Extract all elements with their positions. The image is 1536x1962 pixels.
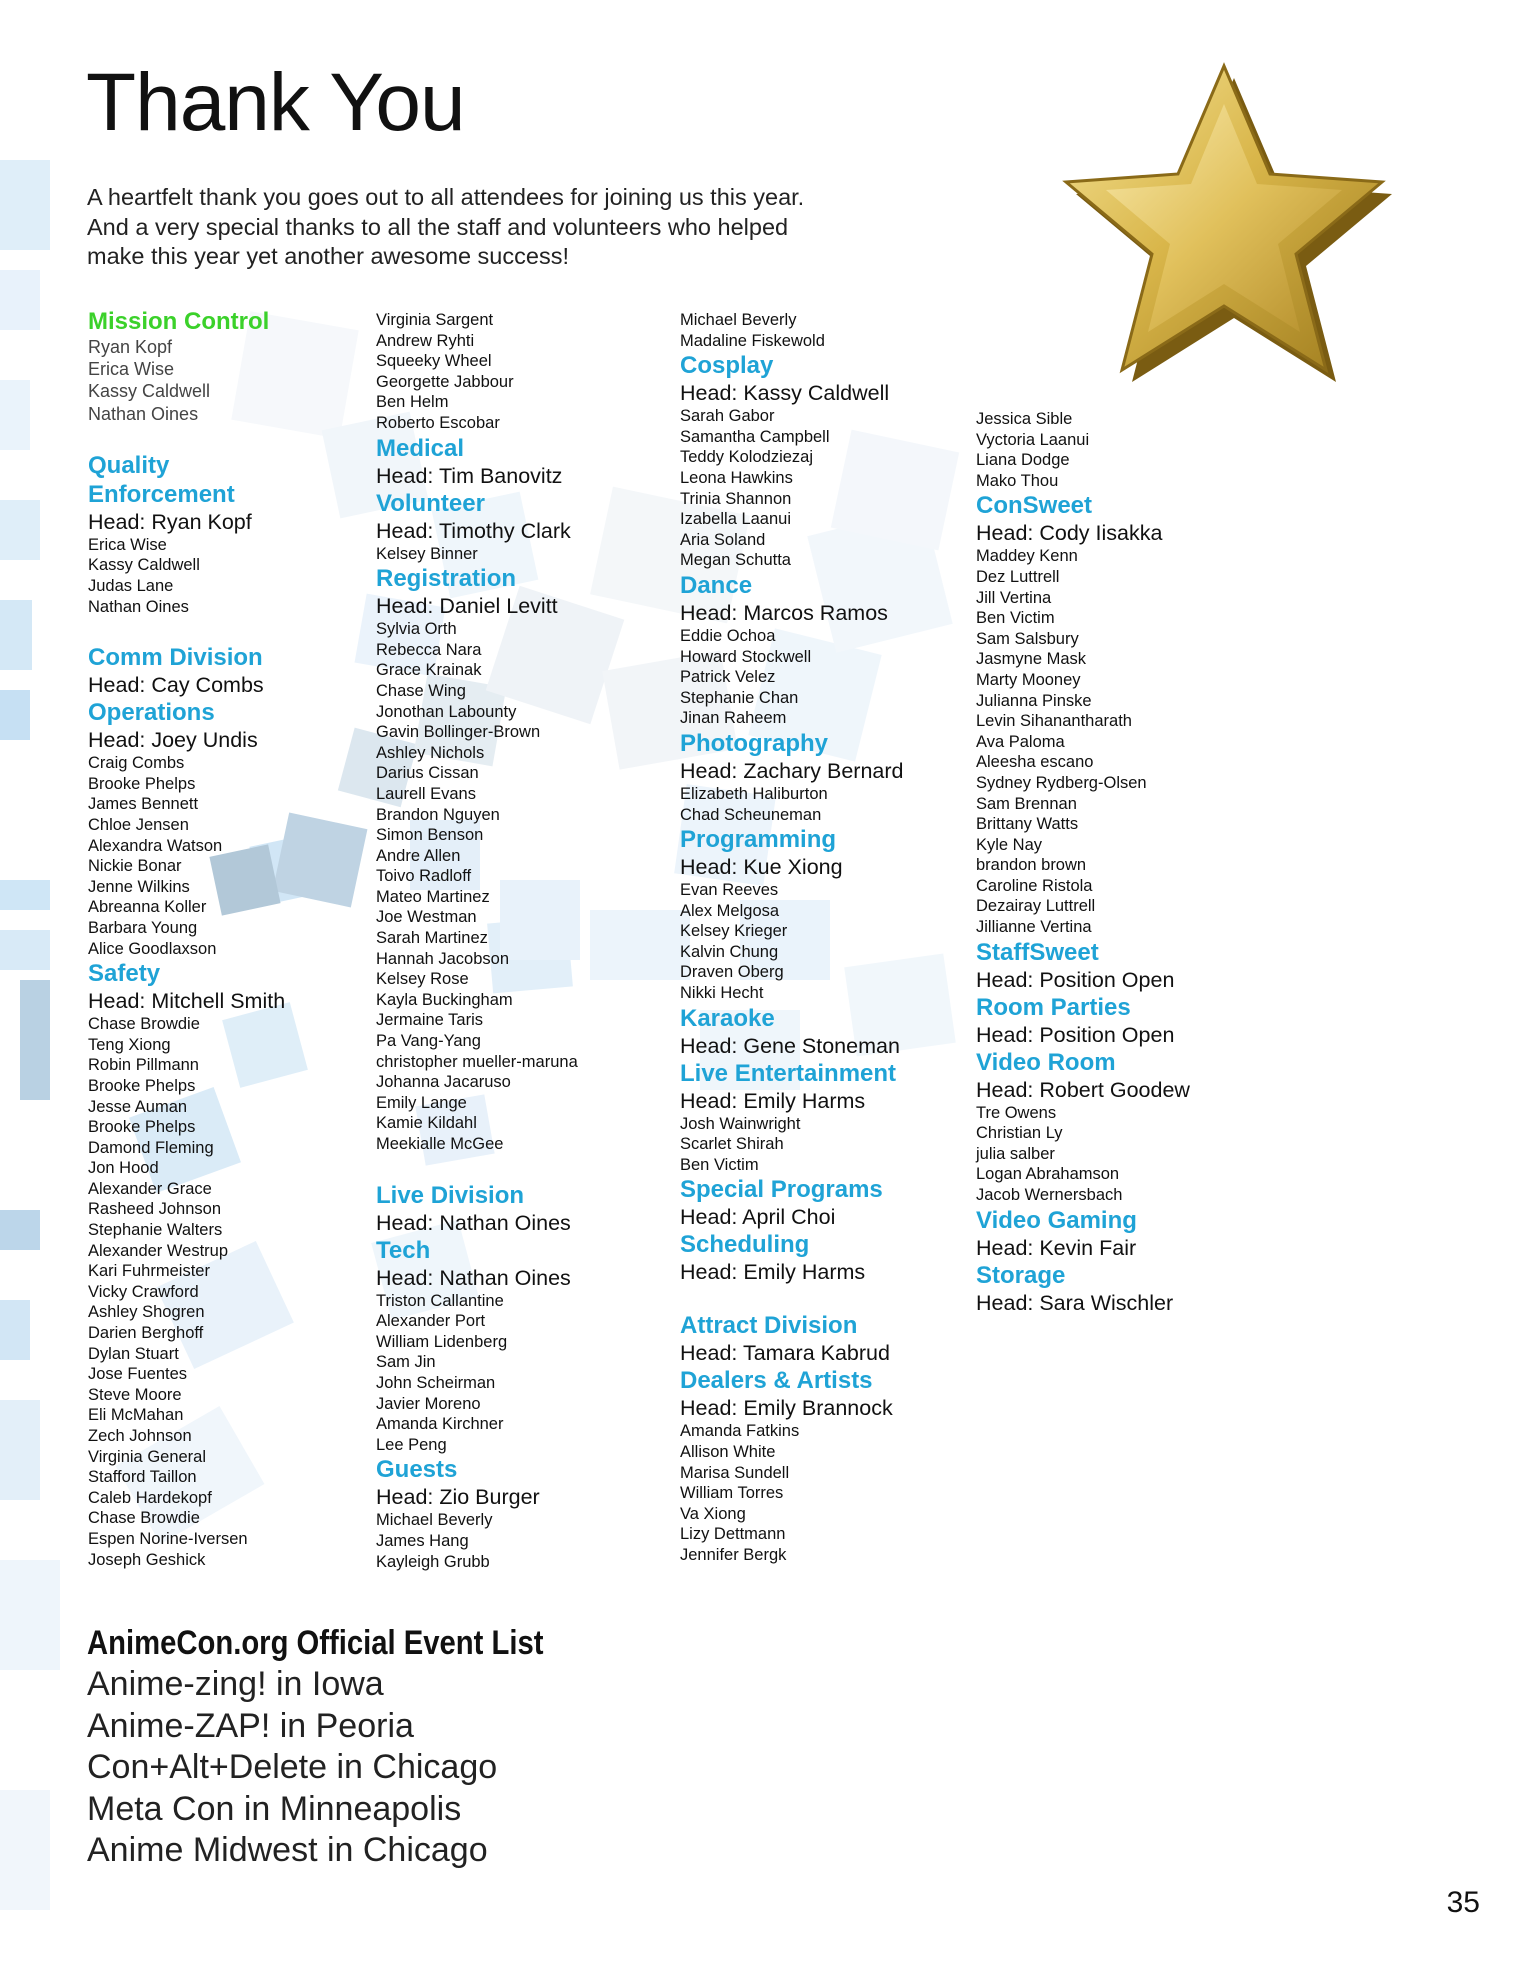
staff-section — [976, 938, 1190, 993]
staff-name: Nathan Oines — [88, 403, 199, 424]
staff-name: Marty Mooney — [976, 670, 1081, 689]
staff-name: Tre Owens — [976, 1103, 1057, 1122]
staff-name: Rasheed Johnson — [88, 1200, 222, 1219]
staff-section — [680, 729, 903, 825]
staff-name: Javier Moreno — [376, 1394, 481, 1413]
gold-star-icon — [1052, 52, 1422, 402]
staff-name: Johanna Jacaruso — [376, 1073, 511, 1092]
staff-name: Jill Vertina — [976, 588, 1052, 607]
staff-name: Levin Sihanantharath — [976, 712, 1132, 731]
staff-name: Chase Browdie — [88, 1015, 200, 1034]
section-head: Head: Cody Iisakka — [976, 521, 1163, 546]
intro-paragraph — [87, 183, 907, 272]
staff-section — [376, 489, 578, 565]
staff-name: christopher mueller-maruna — [376, 1052, 578, 1071]
staff-name: Jonothan Labounty — [376, 702, 517, 721]
section-title: Mission Control — [88, 308, 270, 335]
intro-line: make this year yet another awesome success! — [87, 243, 569, 269]
staff-name: Erica Wise — [88, 535, 167, 554]
event-item: Anime-ZAP! in Peoria — [87, 1706, 414, 1745]
section-head: Head: Gene Stoneman — [680, 1033, 900, 1058]
intro-line: And a very special thanks to all the staff and volunteers who helped — [87, 213, 789, 240]
staff-name: Toivo Radloff — [376, 867, 472, 886]
staff-name: Nickie Bonar — [88, 857, 182, 876]
staff-name: Andrew Ryhti — [376, 331, 475, 350]
section-head: Head: Daniel Levitt — [376, 594, 558, 619]
staff-section — [88, 307, 285, 425]
section-title: Registration — [376, 565, 517, 593]
staff-name: Joe Westman — [376, 908, 477, 927]
staff-name: Howard Stockwell — [680, 647, 812, 666]
staff-name: Jon Hood — [88, 1159, 159, 1178]
section-title: Operations — [88, 699, 215, 727]
staff-name: Robin Pillmann — [88, 1056, 199, 1075]
staff-section — [376, 564, 578, 1154]
section-title: Attract Division — [680, 1312, 858, 1340]
section-title: Live Division — [376, 1181, 525, 1209]
staff-section — [680, 351, 903, 571]
section-head: Head: Zio Burger — [376, 1485, 540, 1510]
staff-name: Sarah Gabor — [680, 407, 775, 426]
staff-name: Evan Reeves — [680, 881, 779, 900]
section-head: Head: Cay Combs — [88, 673, 264, 698]
staff-name: Kyle Nay — [976, 835, 1043, 854]
section-title: Cosplay — [680, 352, 774, 380]
section-spacer — [88, 425, 285, 451]
staff-name: Kassy Caldwell — [88, 381, 211, 402]
staff-name: Dylan Stuart — [88, 1344, 179, 1363]
staff-name: Virginia General — [88, 1447, 207, 1466]
staff-name: Scarlet Shirah — [680, 1135, 784, 1154]
staff-section — [376, 1455, 578, 1572]
staff-name: Jose Fuentes — [88, 1365, 188, 1384]
section-title: Programming — [680, 826, 837, 854]
staff-name: Amanda Fatkins — [680, 1422, 800, 1441]
section-title: Photography — [680, 729, 828, 757]
staff-name: William Lidenberg — [376, 1332, 508, 1351]
staff-name: Amanda Kirchner — [376, 1415, 504, 1434]
staff-column-2 — [376, 310, 578, 1572]
staff-name: Jenne Wilkins — [88, 877, 190, 896]
staff-name: Andre Allen — [376, 846, 461, 865]
section-title: Special Programs — [680, 1176, 883, 1204]
page-title: Thank You — [86, 57, 465, 148]
section-title: Storage — [976, 1261, 1066, 1289]
staff-name: Barbara Young — [88, 918, 198, 937]
section-head: Head: Emily Harms — [680, 1088, 866, 1113]
section-title: Safety — [88, 960, 161, 988]
staff-name: Ashley Shogren — [88, 1303, 205, 1322]
staff-name: Ashley Nichols — [376, 743, 485, 762]
section-title: ConSweet — [976, 492, 1093, 520]
staff-section — [976, 1261, 1190, 1316]
staff-name: Jinan Raheem — [680, 709, 787, 728]
staff-name: Brandon Nguyen — [376, 805, 500, 824]
section-title: Karaoke — [680, 1004, 775, 1032]
section-head: Head: Kassy Caldwell — [680, 381, 890, 406]
staff-name: Ryan Kopf — [88, 337, 173, 357]
staff-name: Erica Wise — [88, 359, 175, 380]
section-title: Dance — [680, 571, 753, 599]
staff-section — [376, 434, 578, 489]
staff-section — [88, 698, 285, 959]
section-head: Head: Kevin Fair — [976, 1235, 1137, 1260]
staff-name: Michael Beverly — [680, 311, 797, 329]
staff-name: Madaline Fiskewold — [680, 331, 825, 350]
staff-section — [680, 310, 903, 351]
staff-name: Alexander Westrup — [88, 1241, 229, 1260]
staff-section — [680, 1366, 903, 1565]
staff-name: Kamie Kildahl — [376, 1114, 477, 1133]
staff-name: Alexander Grace — [88, 1179, 212, 1198]
staff-name: Lizy Dettmann — [680, 1525, 786, 1544]
staff-name: James Hang — [376, 1531, 469, 1550]
section-spacer — [376, 1155, 578, 1181]
event-item: Anime-zing! in Iowa — [87, 1665, 384, 1703]
staff-section — [88, 451, 285, 617]
staff-name: Draven Oberg — [680, 963, 784, 982]
staff-name: Sylvia Orth — [376, 620, 457, 639]
event-item: Con+Alt+Delete in Chicago — [87, 1748, 498, 1786]
section-title: Video Gaming — [976, 1206, 1137, 1234]
staff-name: Brittany Watts — [976, 815, 1079, 834]
staff-name: Teng Xiong — [88, 1035, 171, 1054]
staff-name: Virginia Sargent — [376, 311, 494, 329]
event-item: Meta Con in Minneapolis — [87, 1789, 462, 1828]
section-head: Head: Zachary Bernard — [680, 758, 904, 783]
staff-name: Chloe Jensen — [88, 815, 189, 834]
staff-name: Chase Wing — [376, 681, 466, 700]
staff-name: Christian Ly — [976, 1124, 1063, 1143]
staff-name: Kayleigh Grubb — [376, 1552, 490, 1571]
staff-name: Izabella Laanui — [680, 510, 792, 529]
staff-name: Hannah Jacobson — [376, 949, 510, 968]
staff-name: Caroline Ristola — [976, 876, 1093, 895]
section-head: Head: Emily Harms — [680, 1260, 866, 1285]
intro-line: A heartfelt thank you goes out to all attendees for joining us this year. — [87, 184, 805, 210]
section-head: Head: Position Open — [976, 967, 1175, 992]
staff-section — [376, 310, 578, 434]
staff-name: Sarah Martinez — [376, 929, 488, 948]
section-head: Head: Sara Wischler — [976, 1290, 1174, 1315]
staff-name: Abreanna Koller — [88, 898, 207, 917]
staff-name: Mako Thou — [976, 471, 1059, 490]
staff-name: Darien Berghoff — [88, 1324, 204, 1343]
staff-name: Alexander Port — [376, 1312, 486, 1331]
section-head: Head: Timothy Clark — [376, 518, 571, 543]
staff-section — [976, 491, 1190, 937]
staff-name: Espen Norine-Iversen — [88, 1529, 248, 1548]
section-title: Tech — [376, 1236, 431, 1264]
staff-section — [680, 571, 903, 729]
staff-name: Kelsey Binner — [376, 544, 478, 563]
staff-name: Ben Victim — [680, 1155, 759, 1174]
staff-name: Michael Beverly — [376, 1511, 493, 1530]
staff-name: Jacob Wernersbach — [976, 1186, 1123, 1205]
staff-name: James Bennett — [88, 795, 199, 814]
section-title: Video Room — [976, 1048, 1116, 1076]
staff-name: Samantha Campbell — [680, 427, 830, 446]
staff-section — [976, 1206, 1190, 1261]
staff-name: Alex Melgosa — [680, 901, 780, 920]
section-head: Head: April Choi — [680, 1205, 836, 1230]
section-head: Head: Emily Brannock — [680, 1396, 893, 1421]
staff-section — [376, 1181, 578, 1236]
staff-name: Rebecca Nara — [376, 640, 482, 659]
staff-column-4 — [976, 409, 1190, 1316]
staff-name: Ava Paloma — [976, 732, 1065, 751]
staff-name: Emily Lange — [376, 1093, 467, 1112]
section-title: StaffSweet — [976, 938, 1099, 966]
staff-name: Aria Soland — [680, 530, 766, 549]
staff-name: Vyctoria Laanui — [976, 430, 1090, 449]
staff-name: brandon brown — [976, 856, 1087, 875]
staff-name: Jesse Auman — [88, 1097, 188, 1116]
staff-column-3 — [680, 310, 903, 1566]
staff-section — [976, 1048, 1190, 1206]
staff-name: Alice Goodlaxson — [88, 939, 217, 958]
staff-name: Jessica Sible — [976, 410, 1073, 428]
section-title: Room Parties — [976, 993, 1131, 1021]
staff-name: Eli McMahan — [88, 1406, 184, 1425]
staff-name: Teddy Kolodziezaj — [680, 448, 813, 467]
staff-name: Chase Browdie — [88, 1509, 200, 1528]
staff-name: Zech Johnson — [88, 1427, 192, 1445]
section-head: Head: Marcos Ramos — [680, 600, 888, 625]
staff-name: Pa Vang-Yang — [376, 1032, 481, 1051]
staff-name: Ben Victim — [976, 609, 1055, 628]
staff-name: Jermaine Taris — [376, 1011, 483, 1030]
staff-name: Dez Luttrell — [976, 567, 1060, 586]
section-title: Quality Enforcement — [88, 451, 235, 508]
section-head: Head: Tamara Kabrud — [680, 1341, 890, 1366]
section-head: Head: Ryan Kopf — [88, 509, 252, 534]
staff-name: Triston Callantine — [376, 1291, 504, 1310]
staff-name: Jasmyne Mask — [976, 650, 1087, 669]
page-number: 35 — [1446, 1886, 1480, 1919]
staff-name: Ben Helm — [376, 393, 449, 412]
section-title: Dealers & Artists — [680, 1367, 873, 1395]
section-head: Head: Robert Goodew — [976, 1077, 1190, 1102]
staff-section — [680, 825, 903, 1004]
section-head: Head: Mitchell Smith — [88, 989, 286, 1014]
staff-name: Kassy Caldwell — [88, 556, 200, 575]
staff-name: Jennifer Bergk — [680, 1546, 787, 1564]
staff-name: Josh Wainwright — [680, 1114, 801, 1133]
section-spacer — [88, 617, 285, 643]
staff-name: Kalvin Chung — [680, 942, 779, 961]
staff-section — [976, 409, 1190, 491]
staff-name: Grace Krainak — [376, 661, 482, 680]
staff-name: Jillianne Vertina — [976, 918, 1092, 937]
staff-name: Laurell Evans — [376, 784, 476, 803]
staff-name: Logan Abrahamson — [976, 1165, 1120, 1184]
staff-name: Vicky Crawford — [88, 1282, 199, 1301]
staff-name: Roberto Escobar — [376, 413, 500, 432]
section-head: Head: Nathan Oines — [376, 1265, 571, 1290]
staff-name: Dezairay Luttrell — [976, 897, 1096, 916]
staff-name: Liana Dodge — [976, 451, 1070, 470]
staff-section — [680, 1004, 903, 1059]
staff-name: Megan Schutta — [680, 551, 791, 570]
section-head: Head: Joey Undis — [88, 728, 258, 753]
staff-name: Nikki Hecht — [680, 984, 764, 1003]
staff-name: Joseph Geshick — [88, 1550, 206, 1569]
staff-section — [680, 1230, 903, 1285]
staff-name: Lee Peng — [376, 1435, 447, 1454]
staff-name: Stephanie Chan — [680, 688, 799, 707]
staff-name: Alexandra Watson — [88, 836, 223, 855]
staff-name: Sydney Rydberg-Olsen — [976, 773, 1147, 792]
staff-name: Marisa Sundell — [680, 1463, 790, 1482]
staff-name: John Scheirman — [376, 1373, 496, 1392]
staff-name: Stephanie Walters — [88, 1221, 223, 1240]
staff-name: Caleb Hardekopf — [88, 1488, 212, 1507]
staff-name: Meekialle McGee — [376, 1135, 504, 1153]
staff-name: Eddie Ochoa — [680, 626, 776, 645]
staff-name: Aleesha escano — [976, 753, 1094, 772]
staff-name: Elizabeth Haliburton — [680, 784, 828, 803]
staff-name: Sam Salsbury — [976, 629, 1079, 648]
section-head: Head: Nathan Oines — [376, 1210, 571, 1235]
staff-name: Va Xiong — [680, 1504, 746, 1523]
staff-section — [680, 1311, 903, 1366]
event-list — [87, 1622, 618, 1872]
section-title: Live Entertainment — [680, 1059, 897, 1087]
section-title: Volunteer — [376, 489, 485, 517]
staff-name: Damond Fleming — [88, 1138, 214, 1157]
event-item: Anime Midwest in Chicago — [87, 1831, 488, 1869]
staff-section — [376, 1236, 578, 1456]
staff-name: Brooke Phelps — [88, 1076, 196, 1095]
staff-name: julia salber — [976, 1144, 1055, 1163]
section-head: Head: Tim Banovitz — [376, 463, 563, 488]
staff-name: Gavin Bollinger-Brown — [376, 723, 541, 742]
section-title: Guests — [376, 1456, 458, 1484]
staff-name: Kelsey Rose — [376, 970, 469, 989]
section-title: Medical — [376, 434, 465, 462]
staff-section — [680, 1059, 903, 1176]
staff-name: Simon Benson — [376, 826, 484, 845]
staff-name: Georgette Jabbour — [376, 372, 514, 391]
event-list-title: AnimeCon.org Official Event List — [87, 1624, 544, 1662]
staff-section — [976, 993, 1190, 1048]
staff-name: Chad Scheuneman — [680, 805, 822, 824]
staff-name: Judas Lane — [88, 577, 174, 595]
staff-name: Kelsey Krieger — [680, 922, 788, 941]
staff-name: Brooke Phelps — [88, 1118, 196, 1137]
staff-name: Sam Jin — [376, 1353, 436, 1372]
staff-name: Craig Combs — [88, 754, 185, 773]
staff-name: Allison White — [680, 1443, 776, 1462]
staff-name: Sam Brennan — [976, 794, 1077, 813]
staff-name: Kayla Buckingham — [376, 990, 513, 1009]
staff-name: Mateo Martinez — [376, 887, 490, 906]
staff-section — [680, 1175, 903, 1230]
staff-name: Maddey Kenn — [976, 547, 1078, 566]
staff-name: Squeeky Wheel — [376, 352, 492, 371]
staff-name: Brooke Phelps — [88, 774, 196, 793]
staff-name: Nathan Oines — [88, 597, 189, 616]
staff-section — [88, 643, 285, 698]
staff-name: Leona Hawkins — [680, 468, 793, 487]
staff-name: Darius Cissan — [376, 764, 479, 783]
staff-name: Patrick Velez — [680, 668, 776, 687]
section-title: Scheduling — [680, 1231, 810, 1259]
staff-name: Julianna Pinske — [976, 691, 1092, 710]
staff-section — [88, 959, 285, 1570]
staff-name: William Torres — [680, 1484, 784, 1503]
staff-name: Kari Fuhrmeister — [88, 1262, 210, 1281]
section-spacer — [680, 1285, 903, 1311]
section-title: Comm Division — [88, 644, 263, 672]
staff-column-1 — [88, 307, 285, 1570]
staff-name: Steve Moore — [88, 1385, 182, 1404]
section-head: Head: Position Open — [976, 1022, 1175, 1047]
section-head: Head: Kue Xiong — [680, 855, 843, 880]
staff-name: Trinia Shannon — [680, 489, 792, 508]
staff-name: Stafford Taillon — [88, 1468, 197, 1487]
